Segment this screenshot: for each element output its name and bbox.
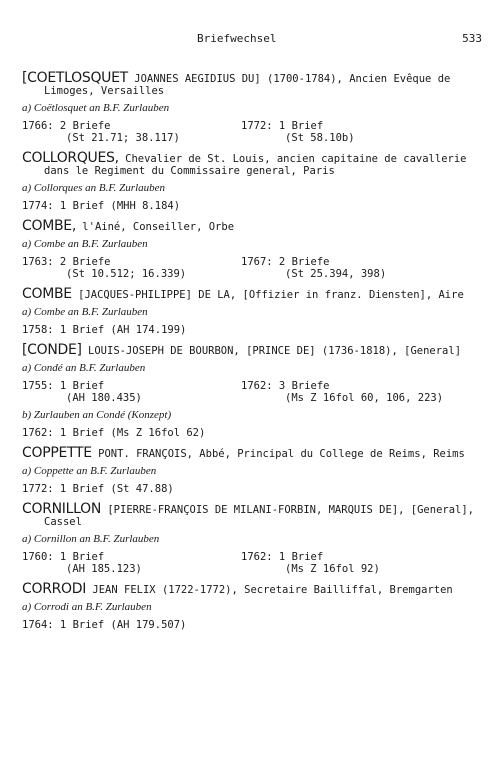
correspondent-description: [PIERRE-FRANÇOIS DE MILANI-FORBIN, MARQUIS DE], [General], Cassel [44,504,475,528]
letter-record-row [22,120,482,132]
correspondent-name: COLLORQUES, [22,150,119,166]
letter-record-right: (Ms Z 16fol 92) [285,563,380,575]
correspondent-description: JEAN FELIX (1722-1772), Secretaire Bailliffal, Bremgarten [86,584,453,596]
letter-record-row [22,200,482,212]
letter-record-left: 1760: 1 Brief [22,551,105,563]
letter-record-left: 1762: 1 Brief (Ms Z 16fol 62) [22,427,206,439]
correspondent-name: COMBE, [22,218,76,234]
letter-record-row [22,551,482,563]
correspondent-heading [22,220,482,233]
letter-direction-label: a) Combe an B.F. Zurlauben [22,306,148,318]
letter-record-left: (St 10.512; 16.339) [66,268,187,280]
correspondent-entry [22,583,482,631]
letter-record-right: 1767: 2 Briefe [241,256,330,268]
letter-record-left: (AH 180.435) [66,392,142,404]
correspondent-heading [22,447,482,460]
letter-record-row [22,483,482,495]
correspondent-name: COMBE [22,286,72,302]
correspondent-entry [22,288,482,336]
letter-record-row [22,563,482,575]
correspondent-description: PONT. FRANÇOIS, Abbé, Principal du College de Reims, Reims [91,448,465,460]
letter-direction-label: a) Cornillon an B.F. Zurlauben [22,533,160,545]
correspondent-heading [22,503,482,528]
letter-record-row [22,324,482,336]
letter-record-right: (Ms Z 16fol 60, 106, 223) [285,392,444,404]
letter-record-left: 1758: 1 Brief (AH 174.199) [22,324,187,336]
letter-record-left: 1774: 1 Brief (MHH 8.184) [22,200,181,212]
letter-record-left: 1755: 1 Brief [22,380,105,392]
letter-record-right: 1762: 1 Brief [241,551,324,563]
correspondent-name: [COETLOSQUET [22,70,128,86]
letter-record-row [22,427,482,439]
correspondent-entry [22,220,482,280]
correspondent-name: CORNILLON [22,501,102,517]
letter-record-right: (St 58.10b) [285,132,355,144]
letter-record-left: (AH 185.123) [66,563,142,575]
page-number: 533 [462,32,482,45]
correspondence-entries [22,72,482,639]
letter-record-row [22,256,482,268]
letter-record-row [22,392,482,404]
letter-record-row [22,268,482,280]
letter-record-right: 1772: 1 Brief [241,120,324,132]
correspondent-entry [22,344,482,439]
correspondent-heading [22,152,482,177]
running-title: Briefwechsel [197,32,277,45]
correspondent-entry [22,447,482,495]
correspondent-entry [22,152,482,212]
letter-record-row [22,380,482,392]
letter-direction-label: b) Zurlauben an Condé (Konzept) [22,409,172,421]
correspondent-heading [22,288,482,301]
letter-record-right: 1762: 3 Briefe [241,380,330,392]
correspondent-heading [22,583,482,596]
letter-record-row [22,132,482,144]
letter-direction-label: a) Collorques an B.F. Zurlauben [22,182,166,194]
correspondent-description: Chevalier de St. Louis, ancien capitaine de cavallerie dans le Regiment du Commissaire general, Paris [44,153,467,177]
letter-record-left: 1766: 2 Briefe [22,120,111,132]
correspondent-heading [22,72,482,97]
letter-record-left: 1763: 2 Briefe [22,256,111,268]
correspondent-entry [22,72,482,144]
correspondent-description: [JACQUES-PHILIPPE] DE LA, [Offizier in franz. Diensten], Aire [71,289,464,301]
correspondent-description: LOUIS-JOSEPH DE BOURBON, [PRINCE DE] (1736-1818), [General] [81,345,462,357]
correspondent-name: CORRODI [22,581,87,597]
correspondent-heading [22,344,482,357]
correspondent-name: COPPETTE [22,445,92,461]
correspondent-description: l'Ainé, Conseiller, Orbe [75,221,235,233]
letter-record-right: (St 25.394, 398) [285,268,387,280]
letter-direction-label: a) Condé an B.F. Zurlauben [22,362,146,374]
letter-record-row [22,619,482,631]
page-header [22,32,482,46]
correspondent-name: [CONDE] [22,342,82,358]
letter-direction-label: a) Coëtlosquet an B.F. Zurlauben [22,102,170,114]
letter-record-left: 1764: 1 Brief (AH 179.507) [22,619,187,631]
letter-direction-label: a) Coppette an B.F. Zurlauben [22,465,157,477]
letter-direction-label: a) Corrodi an B.F. Zurlauben [22,601,152,613]
letter-record-left: 1772: 1 Brief (St 47.88) [22,483,174,495]
letter-record-left: (St 21.71; 38.117) [66,132,180,144]
letter-direction-label: a) Combe an B.F. Zurlauben [22,238,148,250]
correspondent-description: JOANNES AEGIDIUS DU] (1700-1784), Ancien Evêque de Limoges, Versailles [44,73,451,97]
correspondent-entry [22,503,482,575]
